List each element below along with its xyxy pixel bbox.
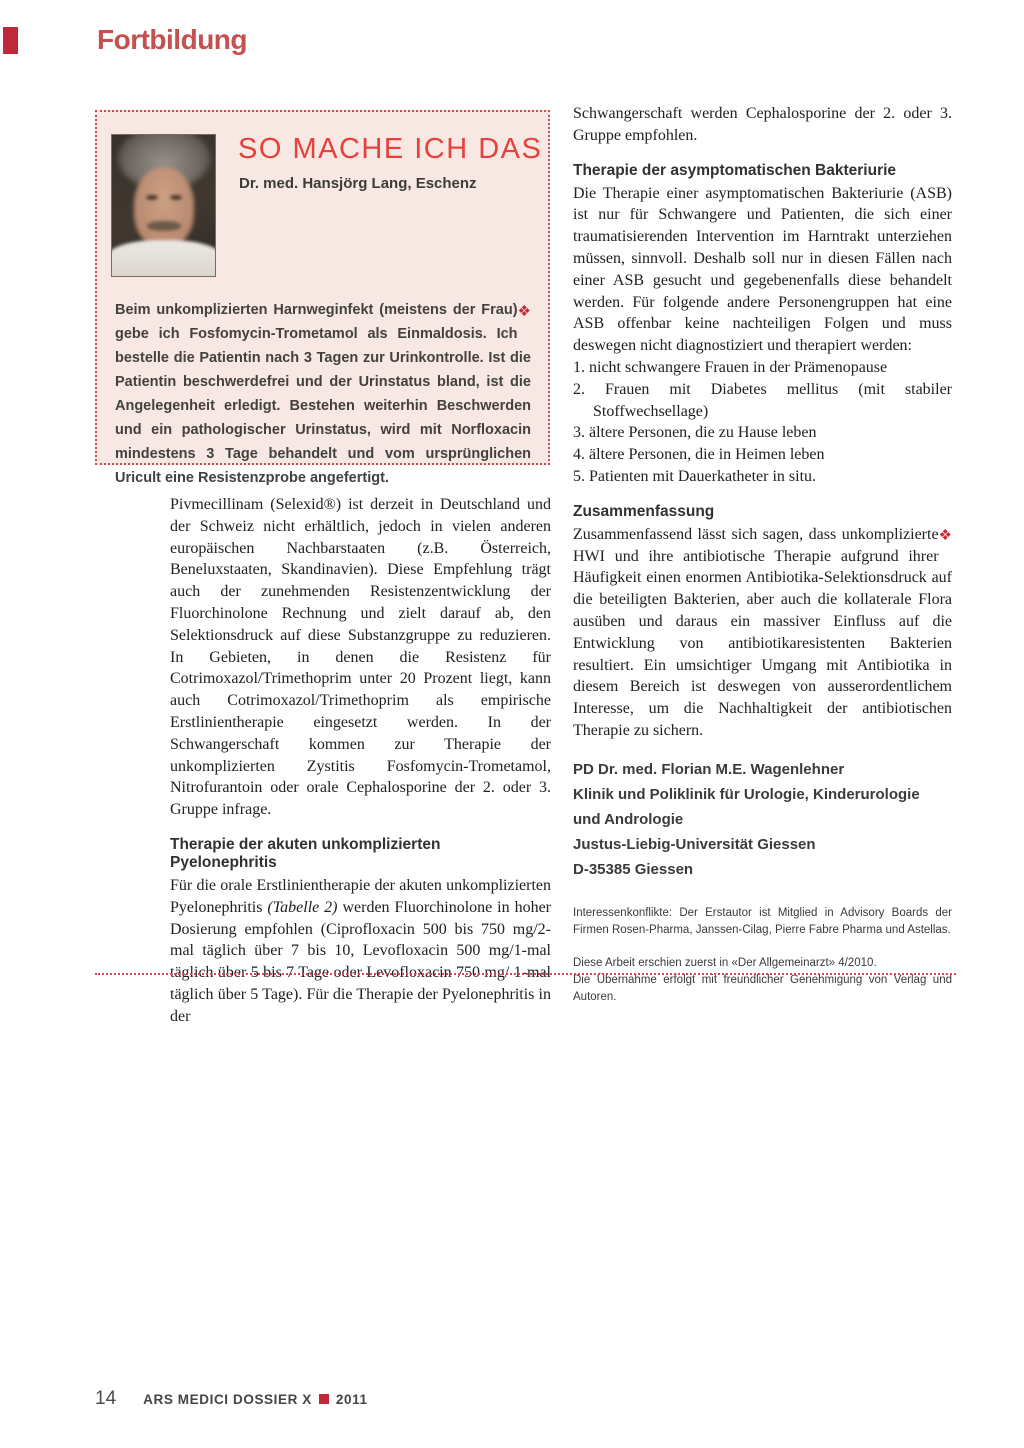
journal-title: ARS MEDICI DOSSIER X	[143, 1391, 312, 1407]
list-item: 5. Patienten mit Dauerkatheter in situ.	[573, 467, 817, 485]
box-body-text: Beim unkomplizierten Harnweginfekt (meistens der Frau) gebe ich Fosfomycin-Trometamol als Einmaldosis. Ich bestelle die Patientin nach 3 Tagen zur Urinkontrolle. Ist die Patientin beschwerdefrei und der Urinstatus bland, ist die Angelegenheit erledigt. Bestehen weiterhin Beschwerden und ein pathologischer Urinstatus, wird mit Norfloxacin mindestens 3 Tage behandelt und vom ursprünglichen Uricult eine Resistenzprobe angefertigt.	[115, 302, 531, 486]
paragraph-pyelonephritis	[170, 875, 551, 1028]
author-affiliation-line: Justus-Liebig-Universität Giessen	[573, 835, 816, 853]
paragraph-pivmecillinam: Pivmecillinam (Selexid®) ist derzeit in Deutschland und der Schweiz nicht erhältlich, jedoch in vielen anderen europäischen Nachbarstaaten (z.B. Österreich, Beneluxstaaten, Skandinavien). Diese Empfehlung trägt auch der zunehmenden Resistenzentwicklung der Fluorchinolone Rechnung und zielt darauf ab, den Selektionsdruck auf diese Substanzgruppe zu reduzieren. In Gebieten, in denen die Resistenz für Cotrimoxazol/Trimethoprim unter 20 Prozent liegt, kann auch Cotrimoxazol/Trimethoprim als empirische Erstlinientherapie eingesetzt werden. In der Schwangerschaft kommen zur Therapie der unkomplizierten Zystitis Fosfomycin-Trometamol, Nitrofurantoin oder orale Cephalosporine der 2. oder 3. Gruppe infrage.	[170, 496, 551, 819]
author-affiliation-line: Klinik und Poliklinik für Urologie, Kinderurologie	[573, 785, 920, 803]
end-mark-icon: ❖	[517, 303, 531, 320]
right-column	[573, 103, 952, 1006]
paragraph-part: Für die orale Erstlinientherapie der akuten unkomplizierten Pyelonephritis	[170, 876, 551, 916]
photo-eye-shape	[170, 195, 182, 200]
paragraph-continuation: Schwangerschaft werden Cephalosporine der 2. oder 3. Gruppe empfohlen.	[573, 105, 952, 144]
photo-face-shape	[134, 167, 194, 247]
section-heading-pyelonephritis: Therapie der akuten unkomplizierten Pyelonephritis	[170, 835, 441, 871]
end-mark-icon: ❖	[938, 527, 952, 544]
author-affiliation-line: D-35385 Giessen	[573, 860, 694, 878]
tabelle-2-reference: (Tabelle 2)	[267, 898, 338, 916]
photo-eye-shape	[146, 195, 158, 200]
paragraph-text: Zusammenfassend lässt sich sagen, dass unkomplizierte HWI und ihre antibiotische Therapie aufgrund ihrer Häufigkeit einen enormen Antibiotika-Selektionsdruck auf die beteiligten Bakterien, aber auch die kollaterale Flora ausüben und daraus ein massiver Einfluss auf die Entwicklung von antibiotikaresistenten Bakterien resultiert. Ein umsichtiger Umgang mit Antibiotika in diesem Bereich ist deswegen von ausserordentlichem Interesse, um die Nachhaltigkeit der antibiotischen Therapie zu sichern.	[573, 525, 952, 739]
red-square-icon	[319, 1394, 329, 1404]
author-affiliation-block	[573, 757, 952, 882]
source-note: Die Übernahme erfolgt mit freundlicher Genehmigung von Verlag und Autoren.	[573, 973, 952, 1003]
dotted-separator	[95, 973, 956, 975]
red-square-marker	[3, 27, 18, 54]
paragraph-zusammenfassung	[573, 524, 952, 742]
box-body	[115, 298, 531, 490]
patient-group-list	[573, 357, 952, 488]
disclosure-note: Interessenkonflikte: Der Erstautor ist Mitglied in Advisory Boards der Firmen Rosen-Pharma, Janssen-Cilag, Pierre Fabre Pharma und Astellas.	[573, 906, 952, 936]
journal-year: 2011	[335, 1391, 368, 1407]
list-item: 2. Frauen mit Diabetes mellitus (mit stabiler Stoffwechsellage)	[573, 380, 952, 420]
paragraph-part: werden Fluorchinolone in hoher Dosierung empfohlen (Ciprofloxacin 500 bis 750 mg/2-mal täglich über 7 bis 10, Levofloxacin 500 mg/1-mal täglich über 5 bis 7 Tage oder Levofloxacin 750 mg/ 1-mal täglich über 5 Tage). Für die Therapie der Pyelonephritis in der	[170, 898, 552, 1025]
box-title: SO MACHE ICH DAS	[238, 133, 543, 165]
section-heading-bakteriurie: Therapie der asymptomatischen Bakteriurie	[573, 161, 897, 179]
page-footer	[95, 1388, 368, 1410]
page-number: 14	[95, 1388, 117, 1409]
photo-mustache-shape	[147, 221, 181, 231]
list-item: 1. nicht schwangere Frauen in der Prämenopause	[573, 358, 888, 376]
paragraph-bakteriurie: Die Therapie einer asymptomatischen Bakteriurie (ASB) ist nur für Schwangere und Patienten, die sich einer traumatisierenden Intervention im Harntrakt unterziehen müssen, sinnvoll. Deshalb soll nur in diesen Fällen nach einer ASB gesucht und gegebenenfalls diese behandelt werden. Für folgende andere Personengruppen hat eine ASB offenbar keine nachteiligen Folgen und muss deswegen nicht diagnostiziert und therapiert werden:	[573, 184, 952, 355]
list-item: 3. ältere Personen, die zu Hause leben	[573, 424, 817, 442]
rubric-title: Fortbildung	[97, 24, 248, 55]
author-photo	[111, 134, 216, 277]
author-affiliation-line: und Andrologie	[573, 810, 684, 828]
author-name: PD Dr. med. Florian M.E. Wagenlehner	[573, 760, 845, 778]
box-author-line: Dr. med. Hansjörg Lang, Eschenz	[239, 175, 477, 192]
so-mache-ich-das-box	[95, 110, 550, 486]
photo-shirt-shape	[111, 240, 216, 277]
list-item: 4. ältere Personen, die in Heimen leben	[573, 446, 825, 464]
left-column	[170, 494, 551, 1028]
section-heading-zusammenfassung: Zusammenfassung	[573, 502, 715, 520]
source-note: Diese Arbeit erschien zuerst in «Der Allgemeinarzt» 4/2010.	[573, 956, 877, 969]
